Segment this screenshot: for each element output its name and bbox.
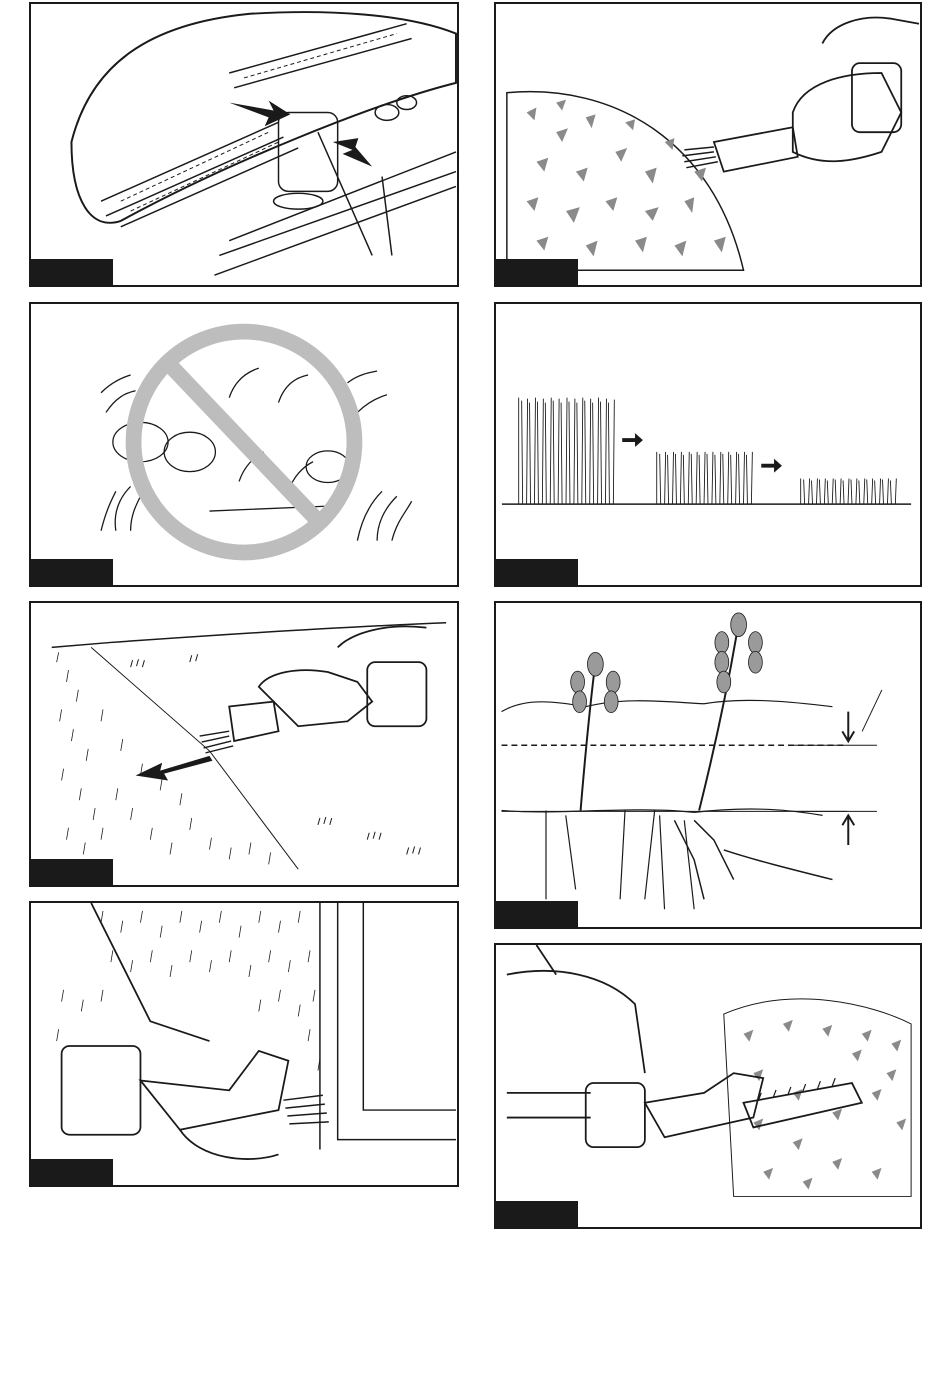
- figure-label-7: [31, 1159, 113, 1185]
- hedge-trimming-icon: [496, 4, 920, 285]
- hedge-blade-icon: [496, 945, 920, 1227]
- figure-panel-7: [29, 901, 459, 1187]
- figure-label-6: [496, 901, 578, 927]
- figure-panel-8: [494, 943, 922, 1229]
- figure-label-3: [31, 559, 113, 585]
- figure-label-4: [496, 559, 578, 585]
- figure-panel-6: [494, 601, 922, 929]
- grass-cutting-icon: [31, 603, 457, 885]
- figure-panel-5: [29, 601, 459, 887]
- figure-panel-1: [29, 2, 459, 287]
- figure-panel-3: [29, 302, 459, 587]
- edge-trimming-icon: [31, 903, 457, 1185]
- pruning-icon: [496, 603, 920, 927]
- figure-label-1: [31, 259, 113, 285]
- grass-steps-icon: [496, 304, 920, 585]
- figure-label-2: [496, 259, 578, 285]
- figure-panel-4: [494, 302, 922, 587]
- blade-assembly-icon: [31, 4, 457, 285]
- figure-label-8: [496, 1201, 578, 1227]
- prohibition-icon: [31, 304, 457, 585]
- figure-label-5: [31, 859, 113, 885]
- figure-panel-2: [494, 2, 922, 287]
